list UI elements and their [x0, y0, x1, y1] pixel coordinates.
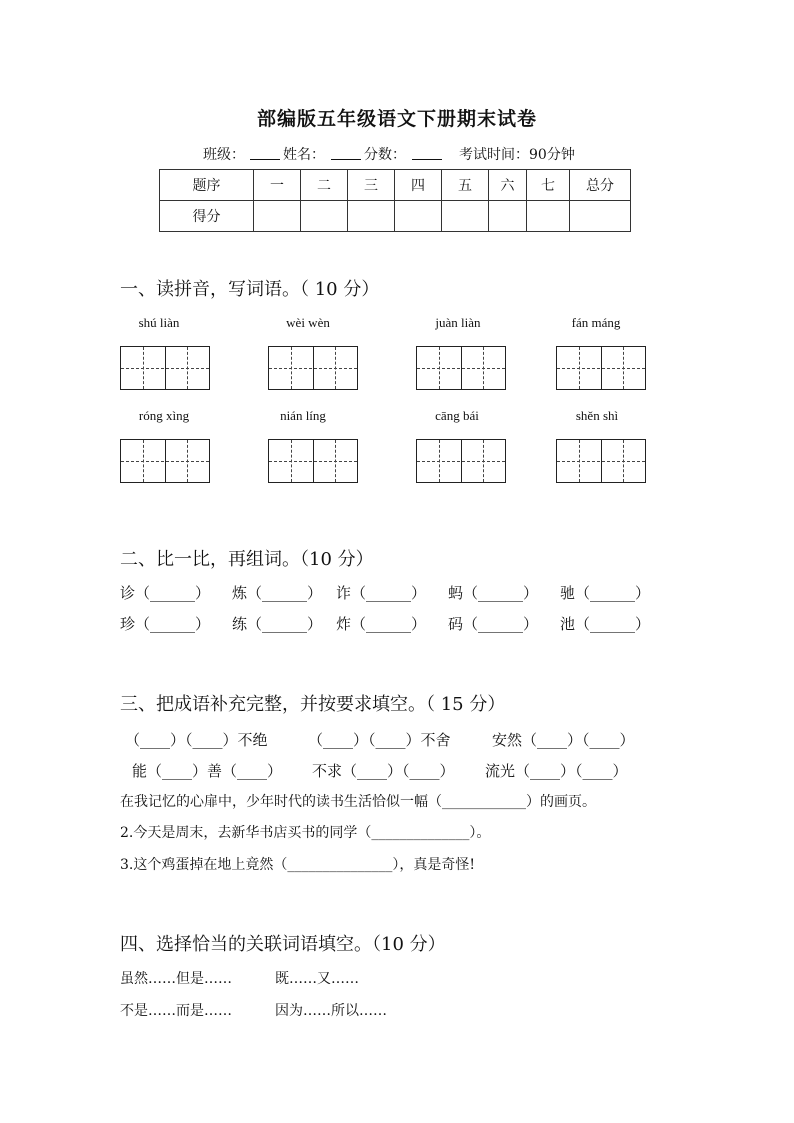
pinyin-label: cāng bái — [435, 408, 479, 423]
table-header-cell: 总分 — [570, 170, 631, 201]
writing-grid[interactable] — [268, 346, 358, 390]
score-cell[interactable] — [489, 201, 527, 232]
score-field[interactable] — [412, 146, 442, 160]
score-label: 分数： — [364, 147, 406, 163]
writing-grid[interactable] — [556, 439, 646, 483]
idiom-item[interactable]: （____）（____）不绝 — [125, 731, 268, 749]
writing-grid[interactable] — [120, 439, 210, 483]
table-header-cell: 一 — [254, 170, 301, 201]
idiom-item[interactable]: 能（____）善（____） — [132, 762, 283, 780]
time-label: 考试时间：90分钟 — [459, 147, 575, 163]
score-table — [159, 169, 631, 232]
pinyin-label: wèi wèn — [286, 315, 330, 330]
compare-item[interactable]: 蚂（______） — [448, 584, 539, 602]
class-label: 班级： — [203, 147, 245, 163]
score-cell[interactable] — [395, 201, 442, 232]
pinyin-label: fán máng — [571, 315, 621, 330]
writing-grid[interactable] — [416, 346, 506, 390]
table-header-cell: 七 — [527, 170, 570, 201]
writing-grid[interactable] — [120, 346, 210, 390]
section-1-title: 一、读拼音，写词语。（ 10 分） — [120, 279, 380, 300]
name-field[interactable] — [331, 146, 361, 160]
compare-item[interactable]: 练（______） — [232, 615, 323, 633]
table-header-cell: 三 — [348, 170, 395, 201]
writing-grid[interactable] — [416, 439, 506, 483]
compare-item[interactable]: 诈（______） — [336, 584, 427, 602]
conjunction-option: 因为……所以…… — [275, 1003, 387, 1019]
pinyin-label: shěn shì — [575, 408, 619, 423]
compare-item[interactable]: 码（______） — [448, 615, 539, 633]
idiom-item[interactable]: 流光（____）（____） — [485, 762, 628, 780]
conjunction-option: 既……又…… — [275, 971, 359, 987]
compare-item[interactable]: 炸（______） — [336, 615, 427, 633]
name-label: 姓名： — [283, 147, 325, 163]
compare-item[interactable]: 诊（______） — [120, 584, 211, 602]
section-2-title: 二、比一比，再组词。（10 分） — [120, 549, 374, 570]
score-cell[interactable] — [348, 201, 395, 232]
pinyin-label: róng xìng — [138, 408, 190, 423]
writing-grid[interactable] — [556, 346, 646, 390]
score-cell[interactable] — [527, 201, 570, 232]
score-cell[interactable] — [442, 201, 489, 232]
score-table-row — [160, 201, 631, 232]
compare-item[interactable]: 炼（______） — [232, 584, 323, 602]
table-header-cell: 题序 — [160, 170, 254, 201]
fill-sentence[interactable]: 在我记忆的心扉中，少年时代的读书生活恰似一幅（____________）的画页。 — [120, 794, 596, 810]
pinyin-label: shú liàn — [138, 315, 180, 330]
table-header-cell: 四 — [395, 170, 442, 201]
section-4-title: 四、选择恰当的关联词语填空。（10 分） — [120, 934, 446, 955]
pinyin-label: nián líng — [280, 408, 326, 423]
class-field[interactable] — [250, 146, 280, 160]
writing-grid[interactable] — [268, 439, 358, 483]
compare-item[interactable]: 驰（______） — [560, 584, 651, 602]
section-3-title: 三、把成语补充完整，并按要求填空。（ 15 分） — [120, 694, 506, 715]
conjunction-option: 虽然……但是…… — [120, 971, 232, 987]
table-header-cell: 二 — [301, 170, 348, 201]
page-title: 部编版五年级语文下册期末试卷 — [256, 108, 537, 130]
compare-item[interactable]: 珍（______） — [120, 615, 211, 633]
pinyin-label: juàn liàn — [435, 315, 481, 330]
table-header-cell: 六 — [489, 170, 527, 201]
table-header-cell: 五 — [442, 170, 489, 201]
score-cell[interactable] — [570, 201, 631, 232]
conjunction-option: 不是……而是…… — [120, 1003, 232, 1019]
score-table-header — [160, 170, 631, 201]
idiom-item[interactable]: 不求（____）（____） — [312, 762, 455, 780]
score-cell[interactable] — [254, 201, 301, 232]
fill-sentence[interactable]: 2.今天是周末，去新华书店买书的同学（______________）。 — [120, 825, 491, 841]
fill-sentence[interactable]: 3.这个鸡蛋掉在地上竟然（_______________），真是奇怪! — [120, 857, 475, 873]
score-cell[interactable] — [301, 201, 348, 232]
idiom-item[interactable]: 安然（____）（____） — [492, 731, 635, 749]
table-row-label: 得分 — [160, 201, 254, 232]
idiom-item[interactable]: （____）（____）不舍 — [308, 731, 451, 749]
compare-item[interactable]: 池（______） — [560, 615, 651, 633]
